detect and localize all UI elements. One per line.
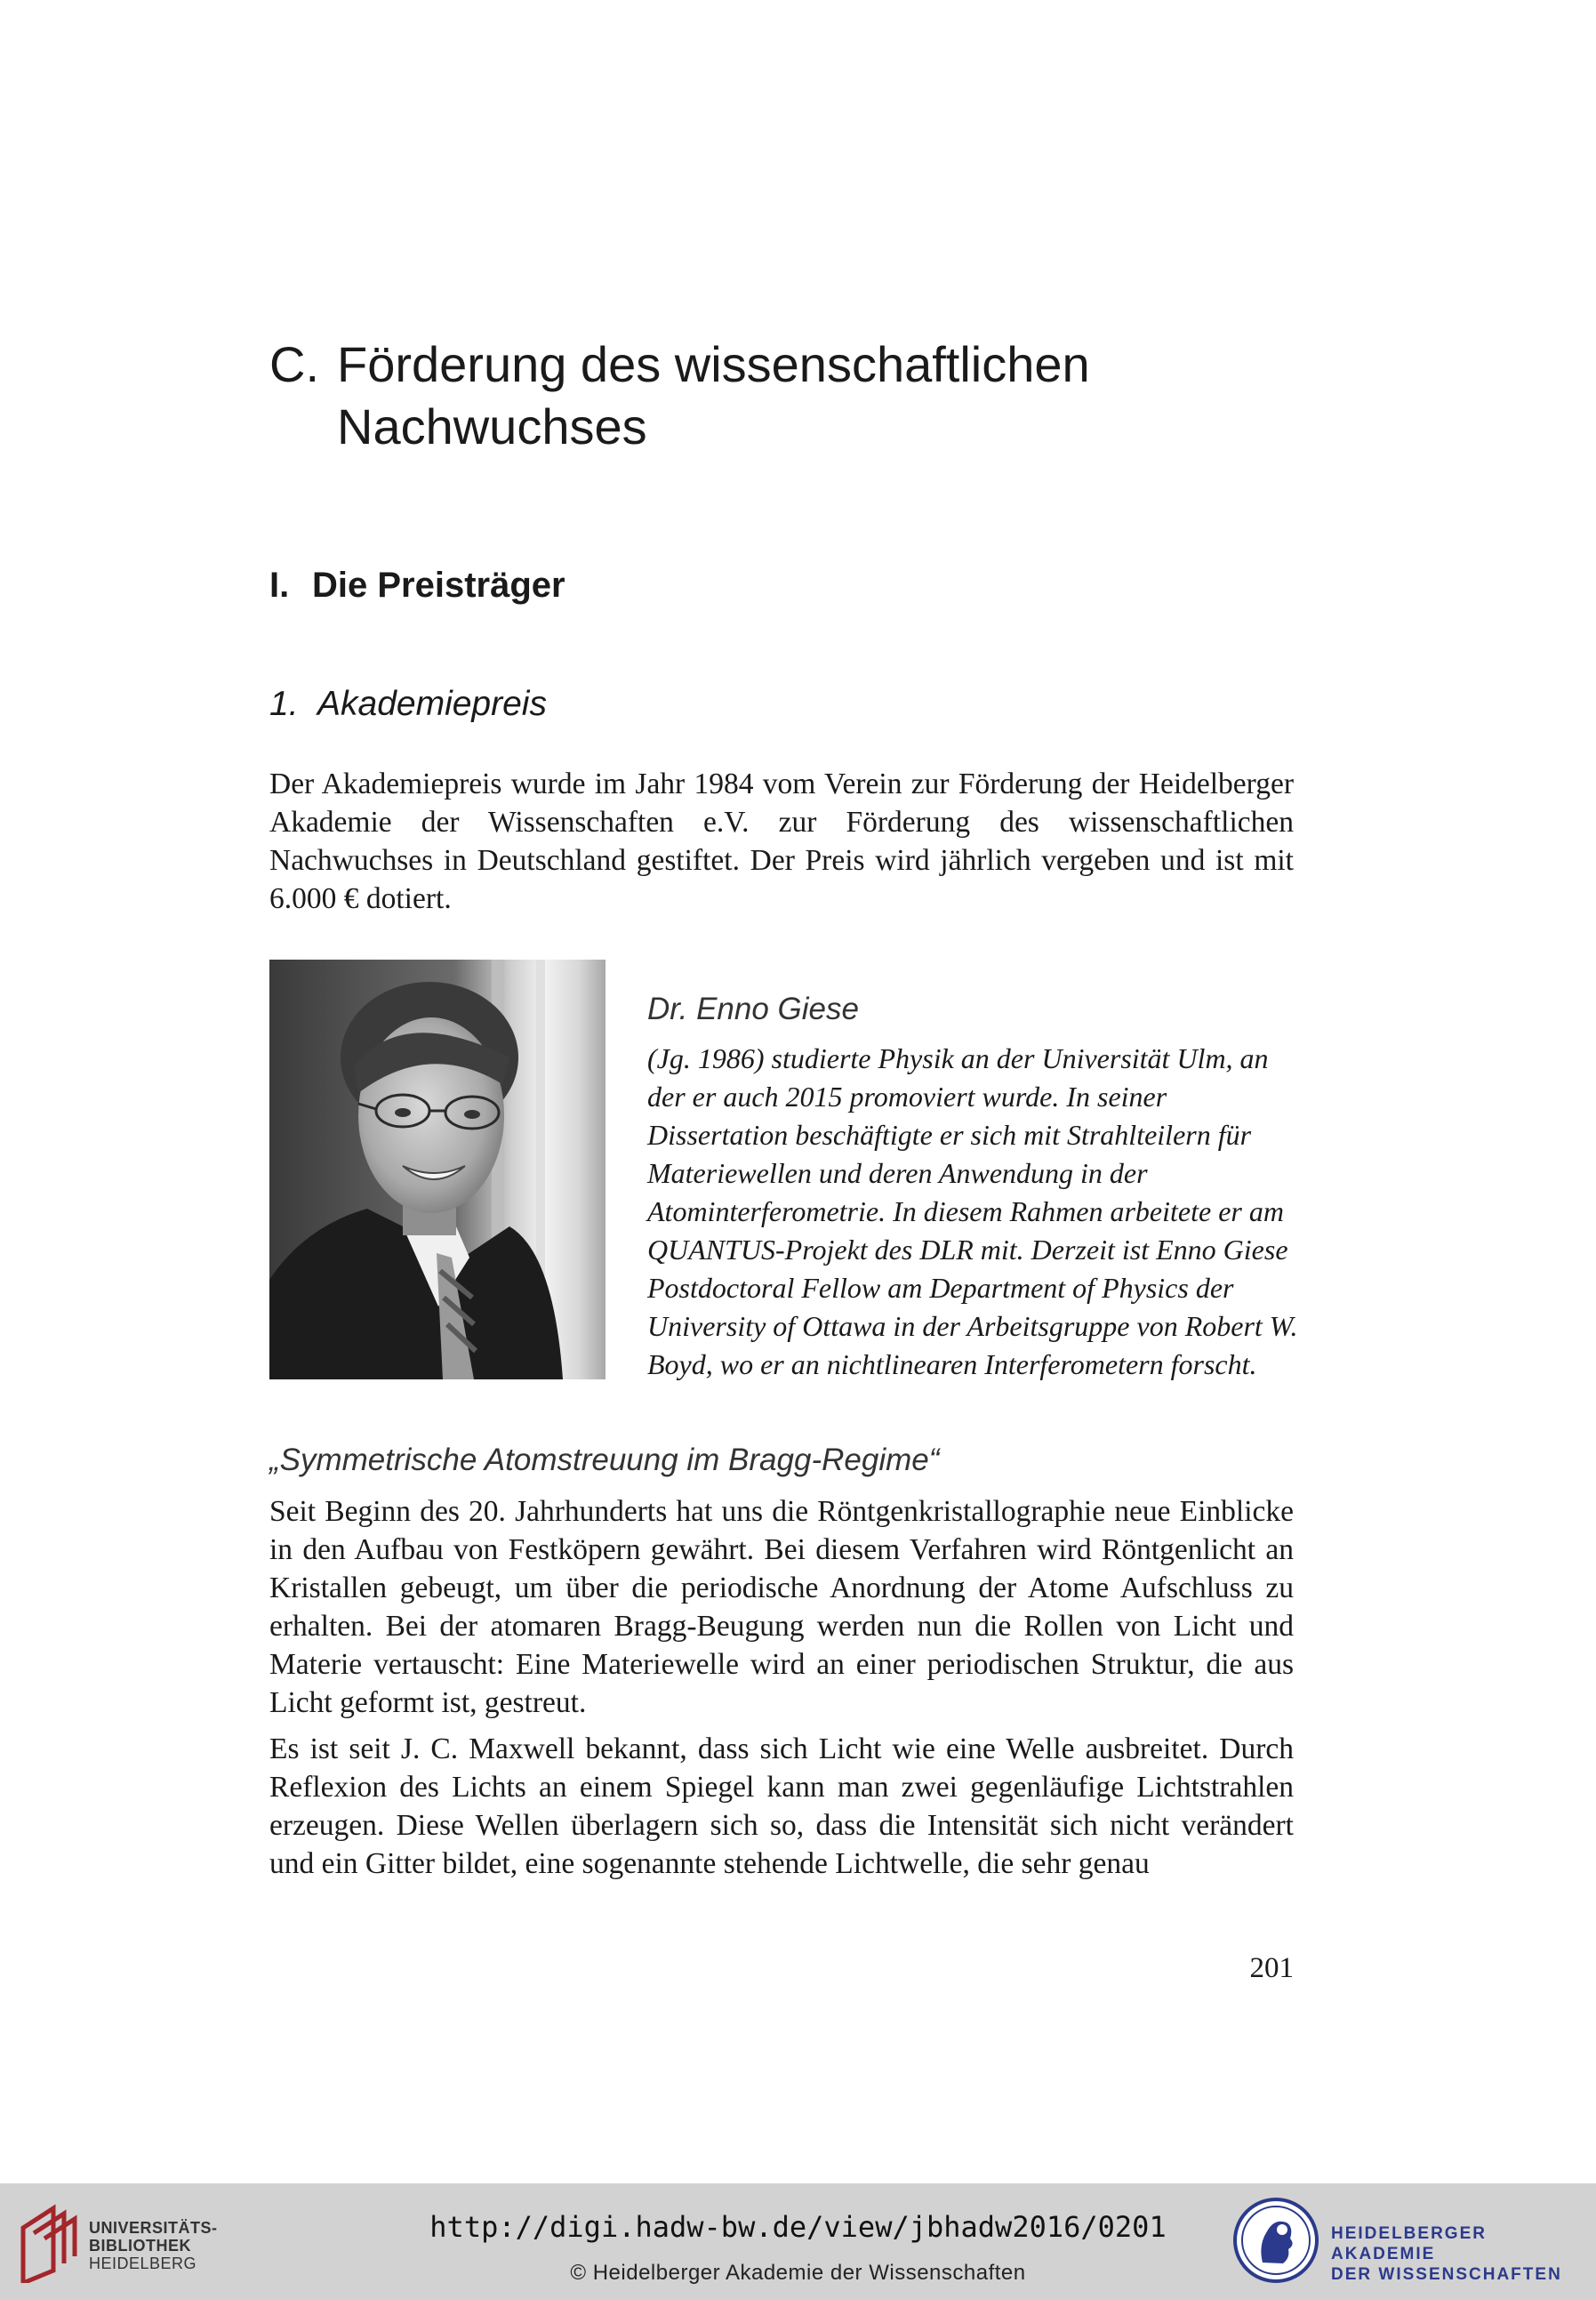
library-line-3: HEIDELBERG bbox=[89, 2255, 197, 2272]
laureate-bio-block bbox=[647, 992, 1301, 1384]
talk-paragraph-2: Es ist seit J. C. Maxwell bekannt, dass sich Licht wie eine Welle ausbreitet. Durch Reflexion des Lichts an einem Spiegel kann man zwei gegenläufige Lichtstrahlen erzeugen. Diese Wellen überlagern sich so, dass die Intensität sich nicht verändert und ein Gitter bildet, eine sogenannte stehende Lichtwelle, die sehr genau bbox=[269, 1732, 1294, 1880]
subsection-title: Akademiepreis bbox=[317, 685, 547, 723]
laureate-portrait-photo bbox=[269, 960, 606, 1379]
permalink-url[interactable]: http://digi.hadw-bw.de/view/jbhadw2016/0201 bbox=[429, 2210, 1167, 2244]
talk-body bbox=[269, 1492, 1294, 1891]
intro-paragraph: Der Akademiepreis wurde im Jahr 1984 vom Verein zur Förderung der Heidelberger Akademie der Wissenschaften e.V. zur Förderung des wissenschaftlichen Nachwuchses in Deutschland gestiftet. Der Preis wird jährlich vergeben und ist mit 6.000 € dotiert. bbox=[269, 768, 1294, 915]
page-number: 201 bbox=[1249, 1952, 1294, 1984]
section-number: I. bbox=[269, 566, 290, 605]
chapter-title-line2: Nachwuchses bbox=[337, 398, 647, 454]
section-title: Die Preisträger bbox=[312, 566, 565, 605]
portrait-illustration bbox=[269, 960, 606, 1379]
laureate-name: Dr. Enno Giese bbox=[647, 992, 859, 1026]
chapter-title-line1: Förderung des wissenschaftlichen bbox=[337, 336, 1090, 392]
subsection-number: 1. bbox=[269, 685, 299, 723]
academy-line-1: HEIDELBERGER AKADEMIE bbox=[1331, 2224, 1487, 2263]
academy-name bbox=[1331, 2223, 1596, 2285]
library-line-2: BIBLIOTHEK bbox=[89, 2237, 191, 2255]
talk-title: „Symmetrische Atomstreuung im Bragg-Regime“ bbox=[269, 1443, 940, 1477]
library-line-1: UNIVERSITÄTS- bbox=[89, 2219, 218, 2237]
talk-paragraph-1: Seit Beginn des 20. Jahrhunderts hat uns die Röntgenkristallographie neue Einblicke in den Aufbau von Festköpern gewährt. Bei diesem Verfahren wird Röntgenlicht an Kristallen gebeugt, um über die periodische Anordnung der Atome Aufschluss zu erhalten. Bei der atomaren Bragg-Beugung werden nun die Rollen von Licht und Materie vertauscht: Eine Materiewelle wird an einer periodischen Struktur, die aus Licht geformt ist, gestreut. bbox=[269, 1495, 1294, 1719]
academy-line-2: DER WISSENSCHAFTEN bbox=[1331, 2265, 1562, 2284]
copyright-notice: © Heidelberger Akademie der Wissenschaften bbox=[570, 2261, 1026, 2285]
footer-bar bbox=[0, 2183, 1596, 2299]
section-heading bbox=[269, 566, 565, 606]
laureate-bio: (Jg. 1986) studierte Physik an der Universität Ulm, an der er auch 2015 promoviert wurde. In seiner Dissertation beschäftigte er sich mit Strahlteilern für Materiewellen und deren Anwendung in der Atominterferometrie. In diesem Rahmen arbeitete er am QUANTUS-Projekt des DLR mit. Derzeit ist Enno Giese Postdoctoral Fellow am Department of Physics der University of Ottawa in der Arbeitsgruppe von Robert W. Boyd, wo er an nichtlinearen Interferometern forscht. bbox=[647, 1042, 1298, 1380]
chapter-number: C. bbox=[269, 336, 319, 392]
subsection-heading bbox=[269, 685, 547, 724]
academy-seal-icon bbox=[1231, 2196, 1320, 2285]
chapter-heading bbox=[269, 334, 1292, 458]
